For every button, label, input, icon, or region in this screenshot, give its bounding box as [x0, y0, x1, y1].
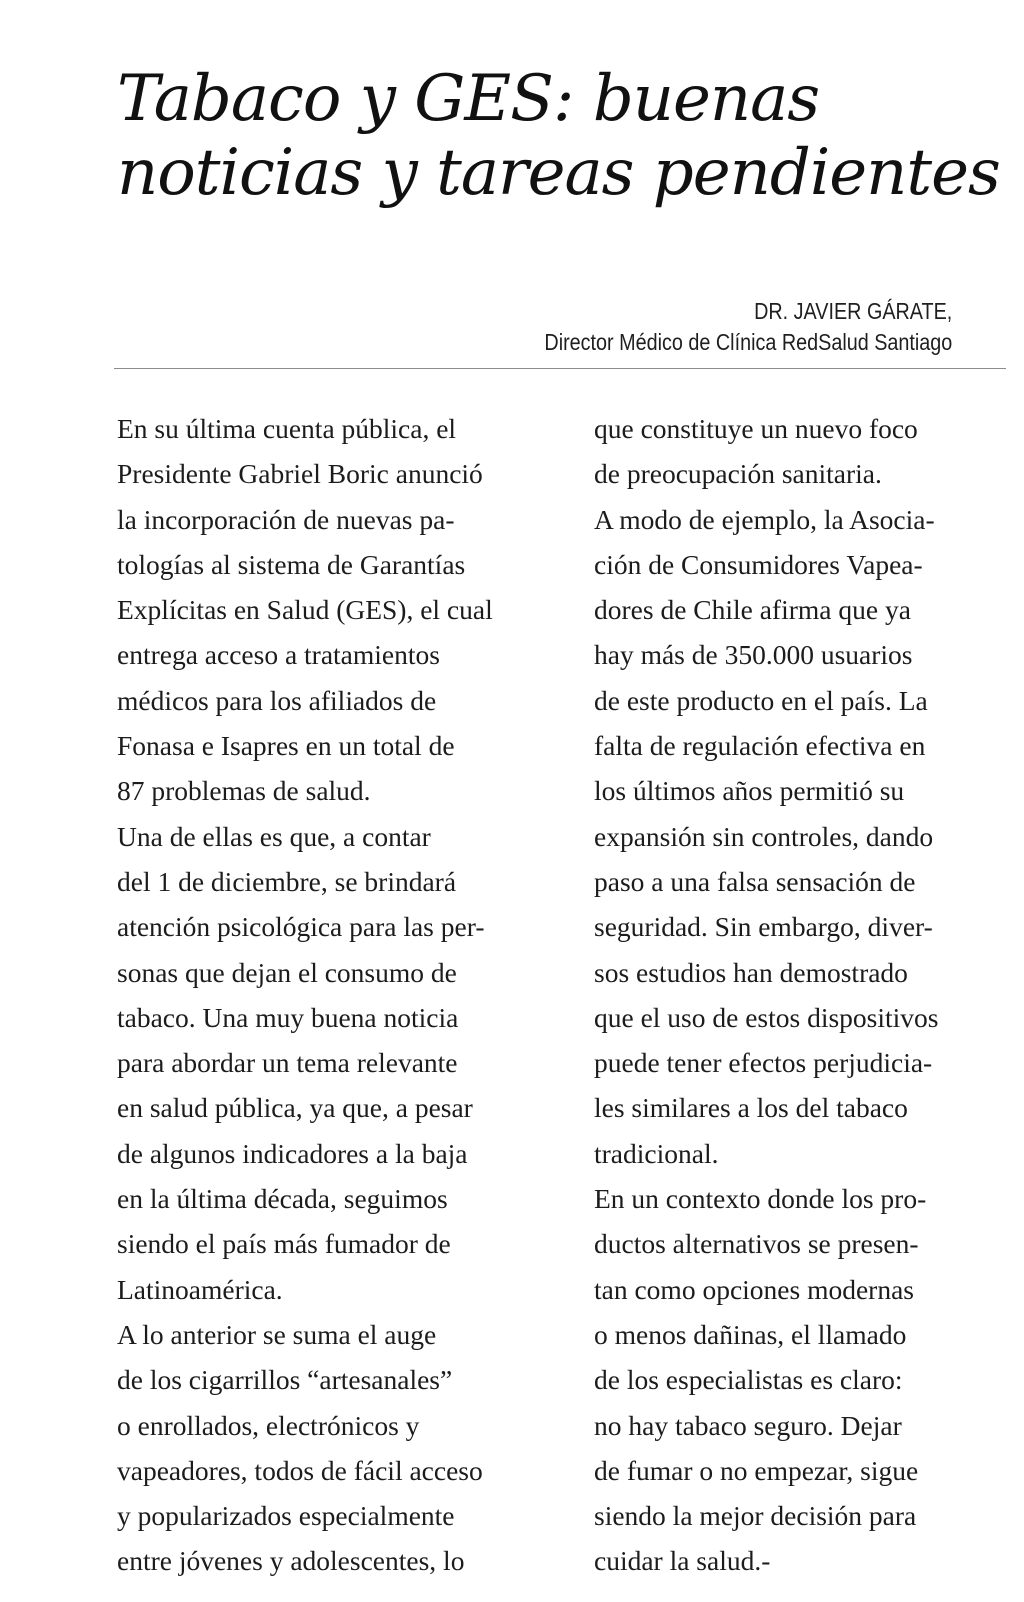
- body-text-line: tradicional.: [594, 1137, 719, 1169]
- body-text-line: de fumar o no empezar, sigue: [594, 1454, 919, 1486]
- body-text-line: 87 problemas de salud.: [117, 775, 371, 807]
- body-text-line: les similares a los del tabaco: [594, 1092, 908, 1124]
- body-text-line: entrega acceso a tratamientos: [117, 639, 440, 671]
- body-text-line: tabaco. Una muy buena noticia: [117, 1001, 459, 1033]
- body-text-line: los últimos años permitió su: [594, 775, 905, 807]
- body-text-line: siendo la mejor decisión para: [594, 1500, 917, 1532]
- body-text-line: en salud pública, ya que, a pesar: [117, 1092, 473, 1124]
- body-text-line: Latinoamérica.: [117, 1273, 283, 1305]
- body-text-line: Fonasa e Isapres en un total de: [117, 730, 455, 762]
- byline: [544, 296, 952, 358]
- author-name: DR. JAVIER GÁRATE,: [753, 298, 952, 324]
- body-text-line: paso a una falsa sensación de: [594, 865, 916, 897]
- body-text-line: dores de Chile afirma que ya: [594, 594, 911, 626]
- body-text-line: seguridad. Sin embargo, diver-: [594, 911, 933, 943]
- body-text-line: que constituye un nuevo foco: [594, 413, 918, 444]
- body-text-line: puede tener efectos perjudicia-: [594, 1047, 933, 1079]
- body-text-line: o enrollados, electrónicos y: [117, 1409, 420, 1441]
- body-text-line: falta de regulación efectiva en: [594, 730, 926, 762]
- body-text-line: siendo el país más fumador de: [117, 1228, 451, 1260]
- body-text-line: ductos alternativos se presen-: [594, 1228, 919, 1260]
- title-line: noticias y tareas pendientes: [117, 136, 1000, 210]
- body-text-line: expansión sin controles, dando: [594, 820, 934, 852]
- title-line: Tabaco y GES: buenas: [117, 62, 820, 136]
- body-text-line: de preocupación sanitaria.: [594, 458, 882, 490]
- author-role: Director Médico de Clínica RedSalud Santiago: [544, 329, 952, 355]
- body-column-left: [117, 406, 567, 1584]
- body-text-line: En un contexto donde los pro-: [594, 1183, 927, 1215]
- body-text-line: sonas que dejan el consumo de: [117, 956, 457, 988]
- body-text-line: médicos para los afiliados de: [117, 684, 437, 716]
- body-text-line: de este producto en el país. La: [594, 684, 928, 716]
- body-text-line: Una de ellas es que, a contar: [117, 820, 431, 852]
- body-text-line: de los especialistas es claro:: [594, 1364, 903, 1396]
- body-text-line: ción de Consumidores Vapea-: [594, 548, 923, 580]
- divider: [114, 368, 1006, 369]
- body-text-line: la incorporación de nuevas pa-: [117, 503, 455, 535]
- body-text-line: o menos dañinas, el llamado: [594, 1318, 907, 1350]
- body-text-line: de los cigarrillos “artesanales”: [117, 1364, 453, 1396]
- body-text-line: sos estudios han demostrado: [594, 956, 908, 988]
- body-text-line: y popularizados especialmente: [117, 1500, 455, 1532]
- body-text-line: A modo de ejemplo, la Asocia-: [594, 503, 935, 535]
- body-text-line: tologías al sistema de Garantías: [117, 548, 466, 580]
- body-text-line: para abordar un tema relevante: [117, 1047, 458, 1079]
- body-text-line: tan como opciones modernas: [594, 1273, 914, 1305]
- body-text-line: cuidar la salud.-: [594, 1545, 771, 1577]
- body-text-line: En su última cuenta pública, el: [117, 413, 457, 444]
- body-text-line: de algunos indicadores a la baja: [117, 1137, 468, 1169]
- body-text-line: del 1 de diciembre, se brindará: [117, 865, 457, 897]
- body-text-line: A lo anterior se suma el auge: [117, 1318, 437, 1350]
- body-text-line: vapeadores, todos de fácil acceso: [117, 1454, 483, 1486]
- body-text-line: Presidente Gabriel Boric anunció: [117, 458, 483, 490]
- body-text-line: que el uso de estos dispositivos: [594, 1001, 939, 1033]
- body-text-line: hay más de 350.000 usuarios: [594, 639, 913, 671]
- body-text-line: entre jóvenes y adolescentes, lo: [117, 1545, 465, 1577]
- body-text-line: atención psicológica para las per-: [117, 911, 485, 943]
- article-title: [117, 62, 1007, 210]
- body-text-line: Explícitas en Salud (GES), el cual: [117, 594, 493, 626]
- body-text-line: no hay tabaco seguro. Dejar: [594, 1409, 902, 1441]
- body-column-right: [594, 406, 1014, 1584]
- body-text-line: en la última década, seguimos: [117, 1183, 448, 1215]
